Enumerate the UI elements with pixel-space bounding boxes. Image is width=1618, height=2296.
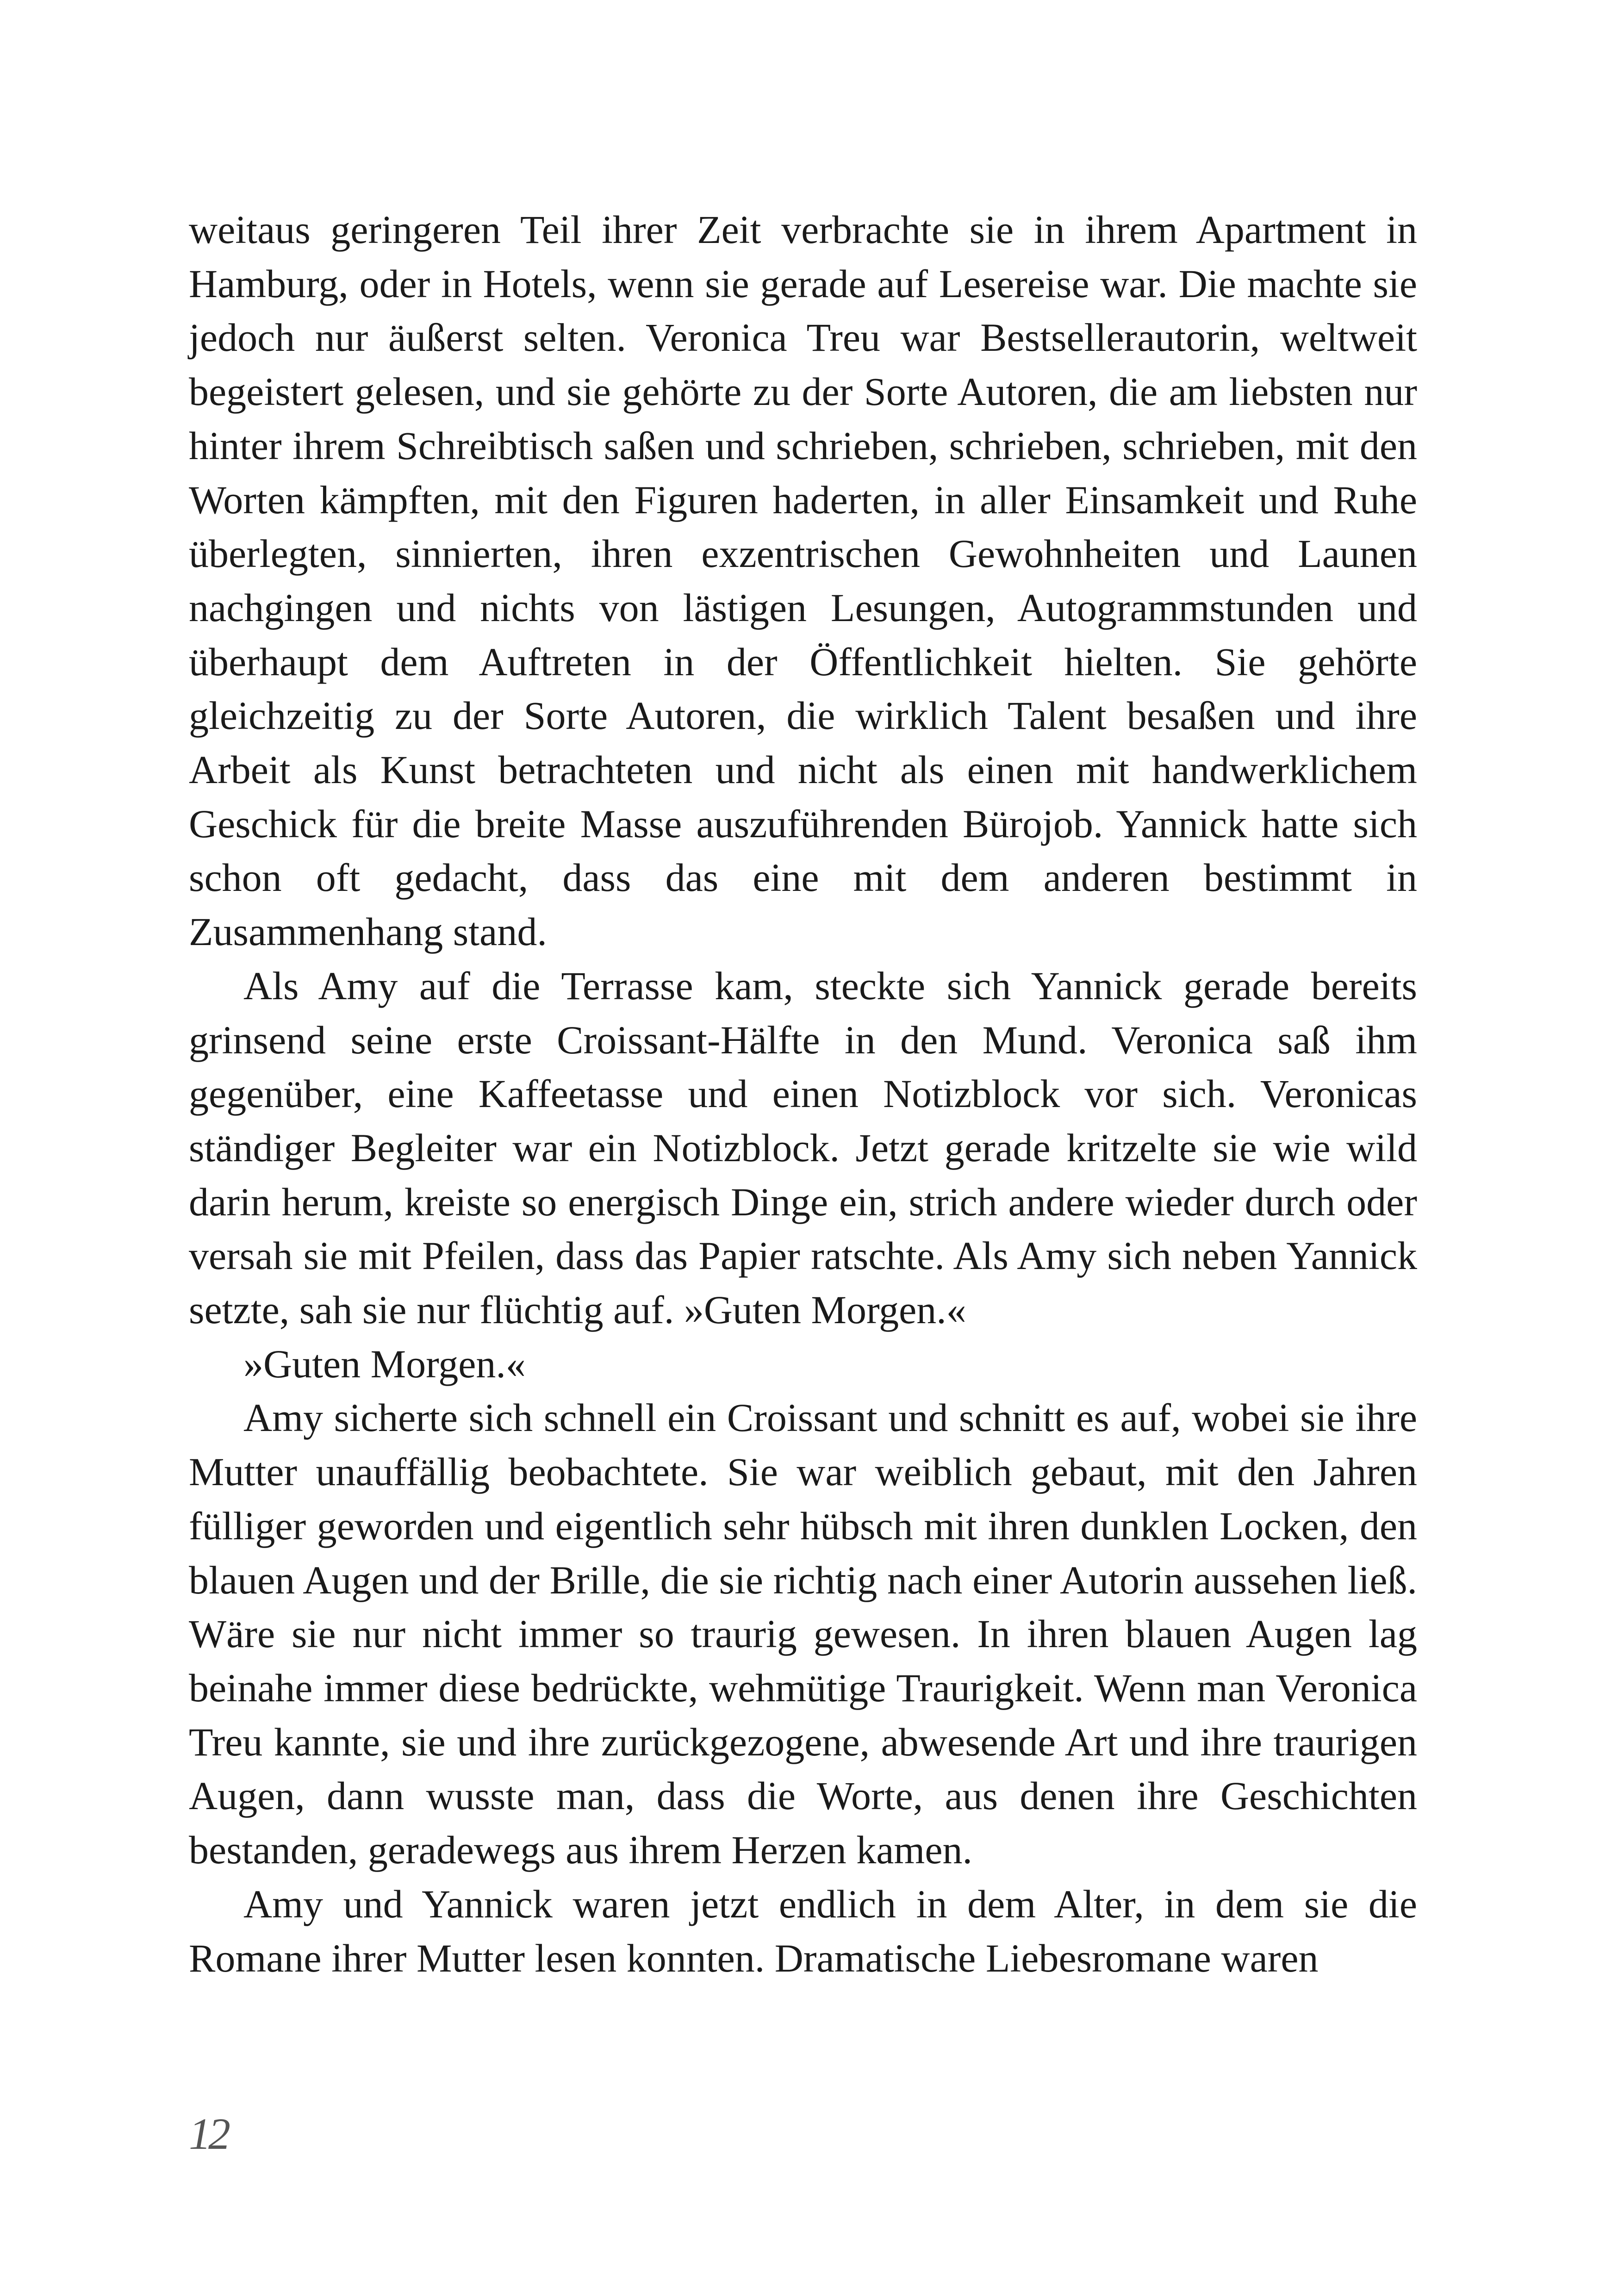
paragraph-2: Als Amy auf die Terrasse kam, steckte sich Yannick gerade bereits grinsend seine erste Croissant-Hälfte in den Mund. Veronica saß ihm gegenüber, eine Kaffeetasse und einen Notizblock vor sich. Veronicas ständiger Begleiter war ein Notizblock. Jetzt gerade kritzelte sie wie wild darin herum, kreiste so energisch Dinge ein, strich andere wieder durch oder versah sie mit Pfeilen, dass das Papier ratschte. Als Amy sich neben Yannick setzte, sah sie nur flüchtig auf. »Guten Morgen.« [189,963,1417,1332]
paragraph-3: »Guten Morgen.« [243,1341,526,1386]
paragraph-5: Amy und Yannick waren jetzt endlich in dem Alter, in dem sie die Romane ihrer Mutter lesen konnten. Dramatische Liebesromane waren [189,1881,1417,1980]
book-page-body [189,203,1417,1985]
paragraph-4: Amy sicherte sich schnell ein Croissant und schnitt es auf, wobei sie ihre Mutter unauffällig beobachtete. Sie war weiblich gebaut, mit den Jahren fülliger geworden und eigentlich sehr hübsch mit ihren dunklen Locken, den blauen Augen und der Brille, die sie richtig nach einer Autorin aussehen ließ. Wäre sie nur nicht immer so traurig gewesen. In ihren blauen Augen lag beinahe immer diese bedrückte, wehmütige Traurigkeit. Wenn man Veronica Treu kannte, sie und ihre zurückgezogene, abwesende Art und ihre traurigen Augen, dann wusste man, dass die Worte, aus denen ihre Geschichten bestanden, geradewegs aus ihrem Herzen kamen. [189,1395,1417,1873]
page-number: 12 [189,2109,228,2159]
paragraph-1: weitaus geringeren Teil ihrer Zeit verbrachte sie in ihrem Apartment in Hamburg, oder in Hotels, wenn sie gerade auf Lesereise war. Die machte sie jedoch nur äußerst selten. Veronica Treu war Bestsellerautorin, weltweit begeistert gelesen, und sie gehörte zu der Sorte Autoren, die am liebsten nur hinter ihrem Schreibtisch saßen und schrieben, schrieben, schrieben, mit den Worten kämpften, mit den Figuren haderten, in aller Einsamkeit und Ruhe überlegten, sinnierten, ihren exzentrischen Gewohnheiten und Launen nachgingen und nichts von lästigen Lesungen, Autogrammstunden und überhaupt dem Auftreten in der Öffentlichkeit hielten. Sie gehörte gleichzeitig zu der Sorte Autoren, die wirklich Talent besaßen und ihre Arbeit als Kunst betrachteten und nicht als einen mit handwerklichem Geschick für die breite Masse auszuführenden Bürojob. Yannick hatte sich schon oft gedacht, dass das eine mit dem anderen bestimmt in Zusammenhang stand. [189,207,1417,954]
